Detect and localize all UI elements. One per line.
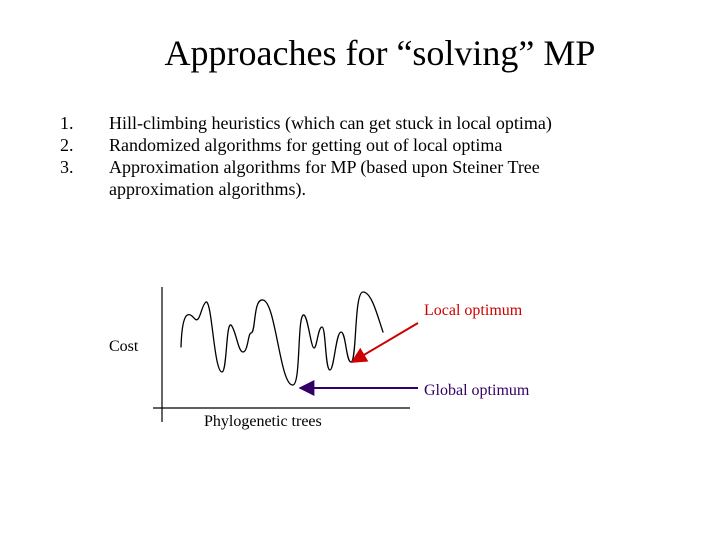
cost-curve (181, 292, 383, 385)
slide-title: Approaches for “solving” MP (164, 33, 596, 73)
list-item-text: Approximation algorithms for MP (based upon Steiner Tree approximation algorithms). (109, 157, 540, 199)
list-item-number: 3. (60, 157, 74, 177)
global-optimum-label: Global optimum (424, 382, 530, 399)
list-item-number: 1. (60, 113, 74, 133)
local-optimum-arrow (352, 323, 418, 362)
local-optimum-label: Local optimum (424, 302, 523, 319)
phylogenetic-trees-axis-label: Phylogenetic trees (204, 413, 322, 430)
list-item-text: Randomized algorithms for getting out of local optima (109, 135, 503, 155)
list-item-number: 2. (60, 135, 74, 155)
cost-axis-label: Cost (109, 338, 139, 355)
list-item-text: Hill-climbing heuristics (which can get stuck in local optima) (109, 113, 552, 133)
